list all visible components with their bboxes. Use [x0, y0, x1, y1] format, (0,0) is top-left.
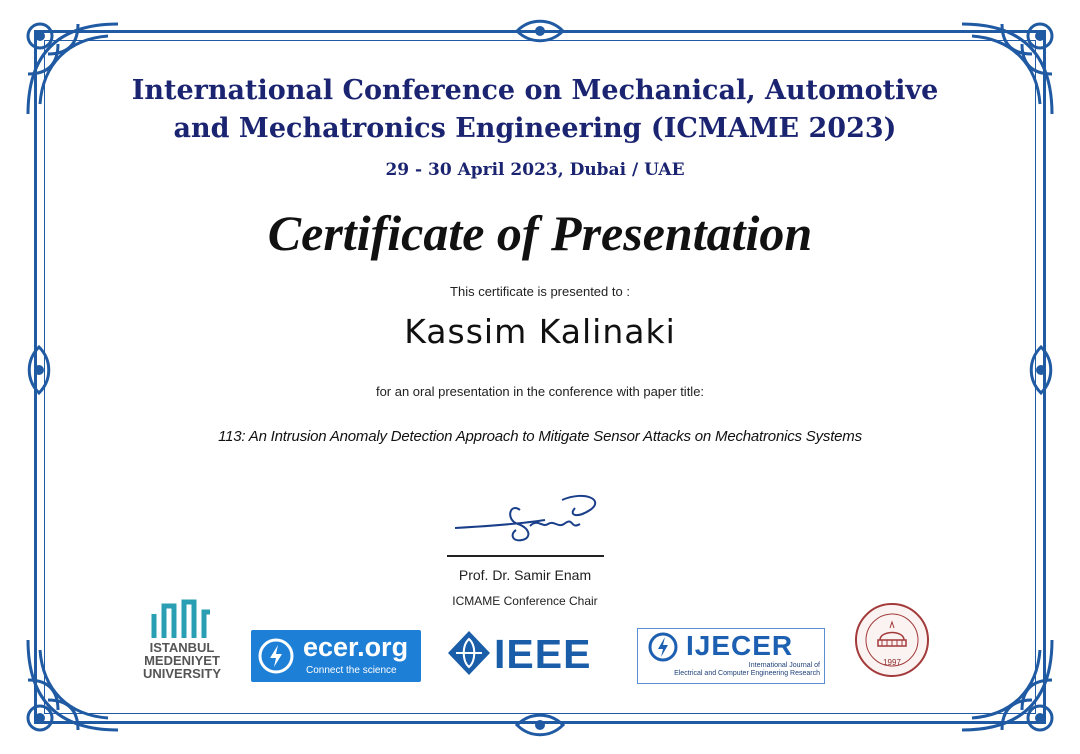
ijecer-sub-line2: Electrical and Computer Engineering Research [674, 670, 820, 677]
ecer-logo-icon [257, 637, 295, 675]
certificate-title: Certificate of Presentation [267, 205, 813, 261]
signatory-role: ICMAME Conference Chair [452, 594, 598, 608]
ijecer-logo-icon [644, 632, 682, 662]
ijecer-logo [637, 628, 825, 684]
imu-logo-icon [150, 598, 214, 640]
paper-title: 113: An Intrusion Anomaly Detection Approach to Mitigate Sensor Attacks on Mechatronics Systems [218, 428, 862, 445]
ieee-diamond-icon [446, 629, 492, 677]
aus-seal-year: 1997 [883, 658, 901, 667]
ecer-logo [251, 630, 421, 682]
ijecer-sub-line1: International Journal of [748, 662, 820, 669]
signature-line [447, 555, 604, 557]
conference-date-location: 29 - 30 April 2023, Dubai / UAE [385, 160, 685, 180]
presented-to-text: This certificate is presented to : [450, 284, 630, 299]
imu-line2: MEDENIYET [144, 653, 220, 668]
aus-seal-icon [850, 600, 934, 680]
oral-presentation-text: for an oral presentation in the conference with paper title: [375, 384, 705, 399]
conference-title-line2: and Mechatronics Engineering (ICMAME 2023) [173, 113, 897, 144]
ecer-logo-text: ecer.org [303, 632, 409, 662]
ijecer-logo-text: IJECER [686, 630, 794, 661]
conference-title [100, 72, 970, 148]
conference-title-line1: International Conference on Mechanical, Automotive [131, 75, 939, 106]
ijecer-logo-subtitle [640, 662, 820, 678]
imu-line1: ISTANBUL [149, 640, 215, 655]
signature-icon [450, 490, 610, 550]
ecer-logo-tagline: Connect the science [306, 665, 397, 676]
signatory-name: Prof. Dr. Samir Enam [458, 567, 592, 583]
imu-line3: UNIVERSITY [142, 666, 221, 681]
recipient-name: Kassim Kalinaki [404, 312, 676, 351]
ieee-logo-text: IEEE [494, 631, 592, 677]
imu-logo-text [132, 641, 232, 680]
